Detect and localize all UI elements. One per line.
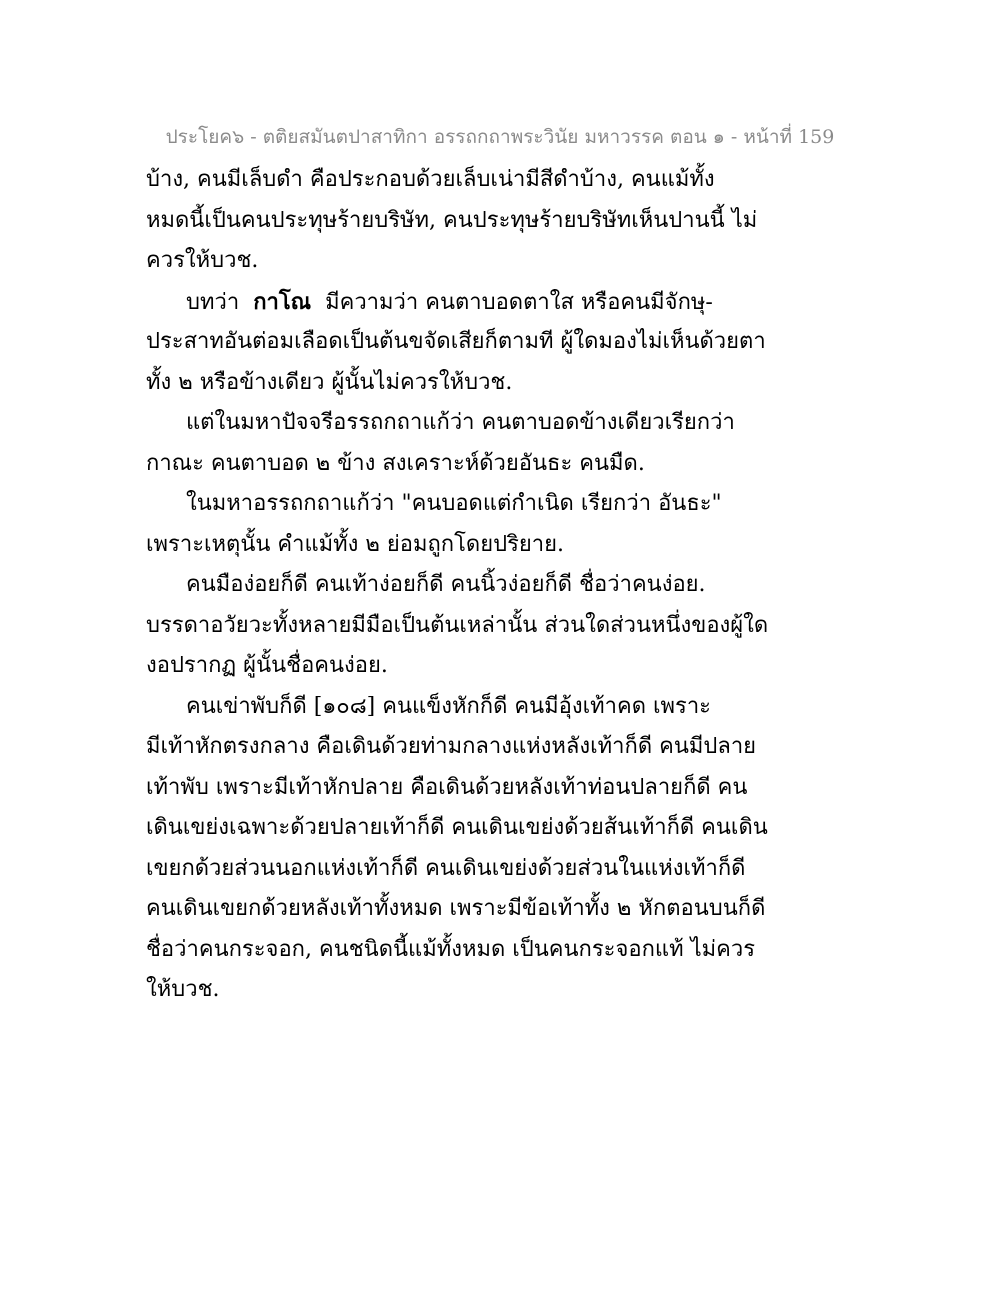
definition-text: มีความว่า คนตาบอดตาใส หรือคนมีจักษุ-	[325, 289, 713, 315]
text-line: งอปรากฏ ผู้นั้นชื่อคนง่อย.	[146, 653, 388, 678]
paragraph-first-line	[146, 282, 713, 323]
text-line: ชื่อว่าคนกระจอก, คนชนิดนี้แม้ทั้งหมด เป็นคนกระจอกแท้ ไม่ควร	[146, 936, 756, 962]
text-line: เขยกด้วยส่วนนอกแห่งเท้าก็ดี คนเดินเขย่งด้วยส่วนในแห่งเท้าก็ดี	[146, 855, 746, 881]
defined-term: กาโณ	[253, 288, 312, 315]
text-line: บรรดาอวัยวะทั้งหลายมีมือเป็นต้นเหล่านั้น ส่วนใดส่วนหนึ่งของผู้ใด	[146, 612, 769, 638]
text-line: ให้บวช.	[146, 977, 220, 1002]
text-line: หมดนี้เป็นคนประทุษร้ายบริษัท, คนประทุษร้ายบริษัทเห็นปานนี้ ไม่	[146, 207, 758, 233]
term-intro: บทว่า	[186, 289, 240, 315]
text-line: กาณะ คนตาบอด ๒ ข้าง สงเคราะห์ด้วยอันธะ คนมืด.	[146, 450, 645, 476]
text-line: ควรให้บวช.	[146, 248, 259, 273]
text-line: คนเดินเขยกด้วยหลังเท้าทั้งหมด เพราะมีข้อเท้าทั้ง ๒ หักตอนบนก็ดี	[146, 896, 766, 921]
document-body	[146, 160, 769, 1011]
paragraph-first-line: แต่ในมหาปัจจรีอรรถกถาแก้ว่า คนตาบอดข้างเดียวเรียกว่า	[186, 410, 735, 435]
text-line: ทั้ง ๒ หรือข้างเดียว ผู้นั้นไม่ควรให้บวช.	[146, 369, 513, 395]
paragraph-first-line: ในมหาอรรถกถาแก้ว่า "คนบอดแต่กำเนิด เรียกว่า อันธะ"	[186, 491, 722, 516]
paragraph-first-line: คนมือง่อยก็ดี คนเท้าง่อยก็ดี คนนิ้วง่อยก็ดี ชื่อว่าคนง่อย.	[186, 572, 706, 597]
text-line: เท้าพับ เพราะมีเท้าหักปลาย คือเดินด้วยหลังเท้าท่อนปลายก็ดี คน	[146, 774, 748, 800]
running-header	[0, 122, 1000, 152]
paragraph-first-line: คนเข่าพับก็ดี [๑๐๘] คนแข็งหักก็ดี คนมีอุ้งเท้าคด เพราะ	[186, 693, 711, 719]
text-line: บ้าง, คนมีเล็บดำ คือประกอบด้วยเล็บเน่ามีสีดำบ้าง, คนแม้ทั้ง	[146, 167, 715, 192]
text-line: เดินเขย่งเฉพาะด้วยปลายเท้าก็ดี คนเดินเขย่งด้วยส้นเท้าก็ดี คนเดิน	[146, 815, 768, 840]
text-line: เพราะเหตุนั้น คำแม้ทั้ง ๒ ย่อมถูกโดยปริยาย.	[146, 531, 565, 557]
text-line: ประสาทอันต่อมเลือดเป็นต้นขจัดเสียก็ตามที ผู้ใดมองไม่เห็นด้วยตา	[146, 329, 766, 354]
running-header-text: ประโยค๖ - ตติยสมันตปาสาทิกา อรรถกถาพระวินัย มหาวรรค ตอน ๑ - หน้าที่ 159	[165, 126, 835, 148]
text-line: มีเท้าหักตรงกลาง คือเดินด้วยท่ามกลางแห่งหลังเท้าก็ดี คนมีปลาย	[146, 734, 757, 759]
